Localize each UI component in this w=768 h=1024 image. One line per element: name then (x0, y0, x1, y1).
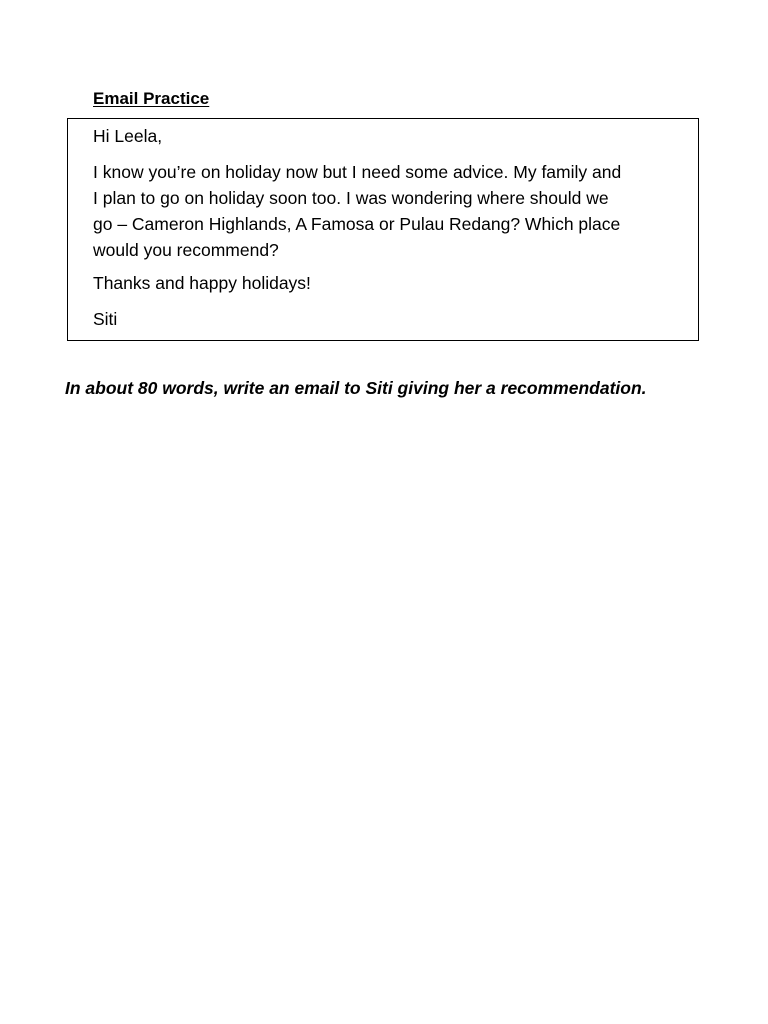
email-closing: Thanks and happy holidays! (93, 273, 311, 293)
email-body-line: would you recommend? (93, 240, 279, 260)
email-greeting: Hi Leela, (93, 126, 163, 146)
email-body-line: go – Cameron Highlands, A Famosa or Pulau Redang? Which place (93, 214, 621, 234)
email-signoff: Siti (93, 309, 118, 329)
task-instruction: In about 80 words, write an email to Siti giving her a recommendation. (65, 378, 647, 398)
email-body (93, 159, 683, 263)
email-body-line: I plan to go on holiday soon too. I was wondering where should we (93, 188, 609, 208)
email-body-line: I know you’re on holiday now but I need some advice. My family and (93, 162, 622, 182)
page-title: Email Practice (93, 89, 210, 108)
email-box (67, 118, 699, 341)
